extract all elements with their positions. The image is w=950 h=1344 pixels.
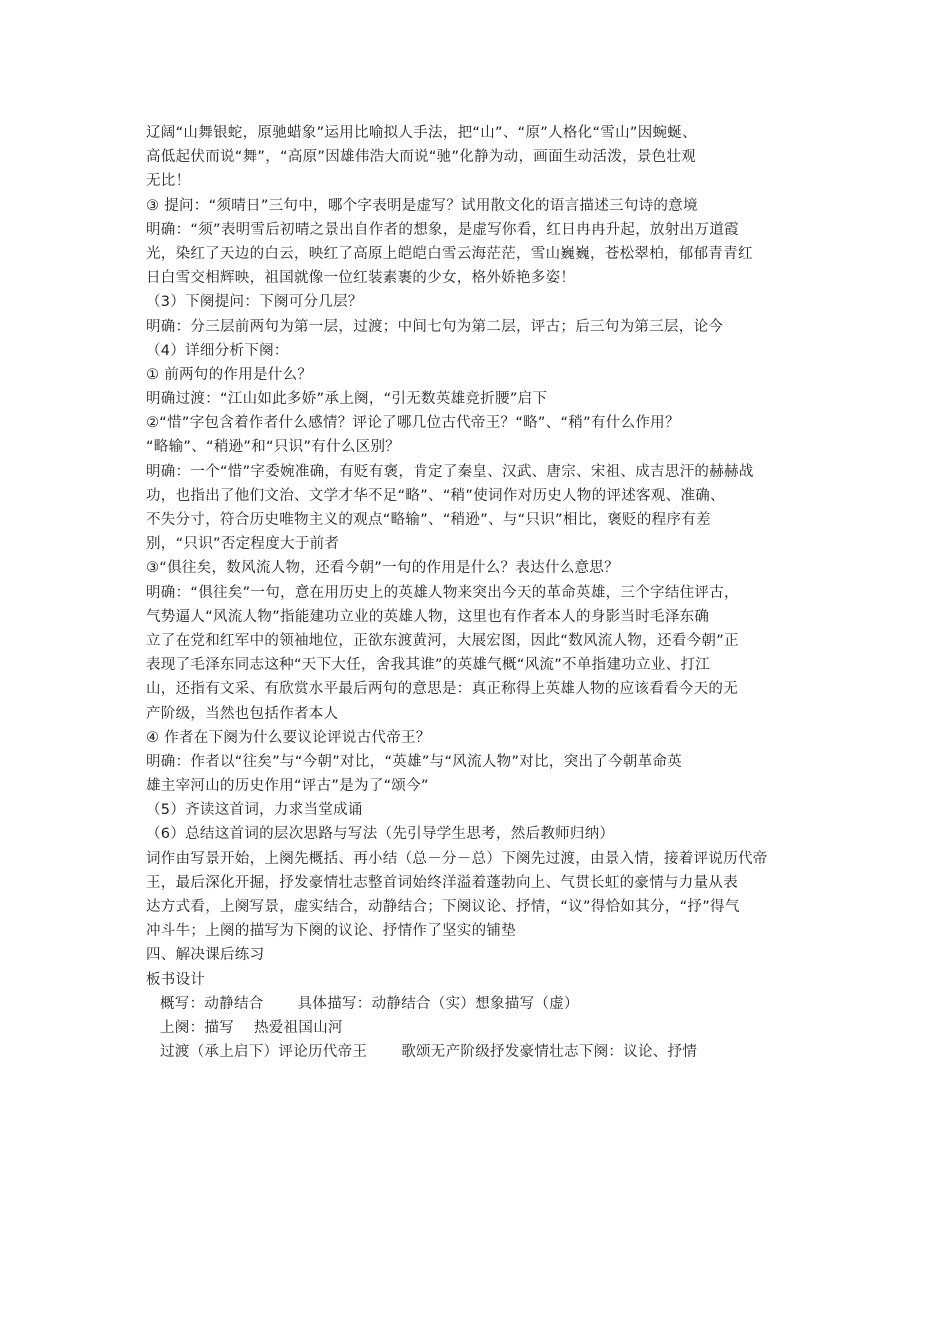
board-cell: 歌颂无产阶级抒发豪情壮志下阕：议论、抒情: [401, 1044, 698, 1061]
text-line: 高低起伏而说“舞”，“高原”因雄伟浩大而说“驰”化静为动，画面生动活泼，景色壮观: [146, 149, 697, 166]
text-line: 光，染红了天边的白云，映红了高原上皑皑白雪云海茫茫，雪山巍巍，苍松翠柏，郁郁青青红: [146, 245, 753, 262]
text-line: 辽阔“山舞银蛇，原驰蜡象”运用比喻拟人手法，把“山”、“原”人格化“雪山”因蜿蜒、: [146, 125, 697, 141]
text-line: 产阶级，当然也包括作者本人: [146, 705, 339, 722]
question-line: ④ 作者在下阕为什么要议论评说古代帝王？: [146, 729, 431, 746]
section-heading: （4）详细分析下阕：: [146, 342, 289, 359]
text-line: 达方式看，上阕写景，虚实结合，动静结合；下阕议论、抒情，“议”得恰如其分，“抒”得气: [146, 899, 740, 915]
question-line: ②“惜”字包含着作者什么感情？评论了哪几位古代帝王？“略”、“稍”有什么作用？: [146, 415, 680, 432]
section-heading: 四、解决课后练习: [146, 947, 265, 964]
text-line: 别，“只识”否定程度大于前者: [146, 536, 340, 553]
text-line: 冲斗牛；上阕的描写为下阕的议论、抒情作了坚实的铺垫: [146, 923, 516, 940]
question-line: ③“俱往矣，数风流人物，还看今朝”一句的作用是什么？表达什么意思？: [146, 560, 619, 577]
text-line: 不失分寸，符合历史唯物主义的观点“略输”、“稍逊”、与“只识”相比，褒贬的程序有差: [146, 512, 711, 528]
answer-line: 明确：分三层前两句为第一层，过渡；中间七句为第二层，评古；后三句为第三层，论今: [146, 318, 724, 335]
answer-line: 明确过渡：“江山如此多娇”承上阕，“引无数英雄竞折腰”启下: [146, 391, 548, 408]
text-line: 无比！: [146, 173, 191, 190]
board-cell: 过渡（承上启下）评论历代帝王: [160, 1044, 368, 1061]
text-line: 功，也指出了他们文治、文学才华不足“略”、“稍”使词作对历史人物的评述客观、准确、: [146, 487, 725, 504]
text-line: 词作由写景开始，上阕先概括、再小结（总－分－总）下阕先过渡，由景入情，接着评说历代帝: [146, 850, 768, 867]
text-line: 表现了毛泽东同志这种“天下大任，舍我其谁”的英雄气概“风流”不单指建功立业、打江: [146, 657, 711, 674]
text-line: 气势逼人“风流人物”指能建功立业的英雄人物，这里也有作者本人的身影当时毛泽东确: [146, 608, 710, 625]
text-line: 立了在党和红军中的领袖地位，正欲东渡黄河，大展宏图，因此“数风流人物，还看今朝”正: [146, 632, 739, 649]
question-line: ① 前两句的作用是什么？: [146, 366, 313, 383]
text-line: 日白雪交相辉映，祖国就像一位红装素裹的少女，格外娇艳多姿！: [146, 270, 576, 287]
question-line: ③ 提问：“须晴日”三句中，哪个字表明是虚写？试用散文化的语言描述三句诗的意境: [146, 197, 698, 214]
document-body: [146, 121, 810, 1064]
board-design-heading: 板书设计: [146, 971, 206, 988]
answer-line: 明确：“俱往矣”一句，意在用历史上的英雄人物来突出今天的革命英雄，三个字结住评古，: [146, 584, 739, 601]
section-heading: （5）齐读这首词，力求当堂成诵: [146, 802, 363, 819]
section-heading: （6）总结这首词的层次思路与写法（先引导学生思考，然后教师归纳）: [146, 826, 615, 843]
text-line: 王，最后深化开掘，抒发豪情壮志整首词始终洋溢着蓬勃向上、气贯长虹的豪情与力量从表: [146, 874, 738, 891]
section-heading: （3）下阕提问：下阕可分几层？: [146, 294, 363, 311]
text-line: 山，还指有文采、有欣赏水平最后两句的意思是：真正称得上英雄人物的应该看看今天的无: [146, 681, 738, 698]
board-row: [146, 1040, 810, 1064]
answer-line: 明确：“须”表明雪后初晴之景出自作者的想象，是虚写你看，红日冉冉升起，放射出万道霞: [146, 221, 739, 238]
board-row: [146, 1016, 810, 1040]
board-row: [146, 992, 810, 1016]
board-cell: 上阕：描写: [160, 1019, 234, 1036]
text-line: 雄主宰河山的历史作用“评古”是为了“颂今”: [146, 778, 429, 795]
answer-line: 明确：作者以“往矣”与“今朝”对比，“英雄”与“风流人物”对比，突出了今朝革命英: [146, 753, 683, 770]
answer-line: 明确：一个“惜”字委婉准确，有贬有褒，肯定了秦皇、汉武、唐宗、宋祖、成吉思汗的赫赫战: [146, 463, 754, 480]
question-line: “略输”、“稍逊”和“只识”有什么区别？: [146, 439, 401, 456]
board-cell: 热爱祖国山河: [254, 1019, 343, 1036]
board-cell: 概写：动静结合: [160, 995, 264, 1012]
board-cell: 具体描写：动静结合（实）想象描写（虚）: [297, 995, 579, 1012]
